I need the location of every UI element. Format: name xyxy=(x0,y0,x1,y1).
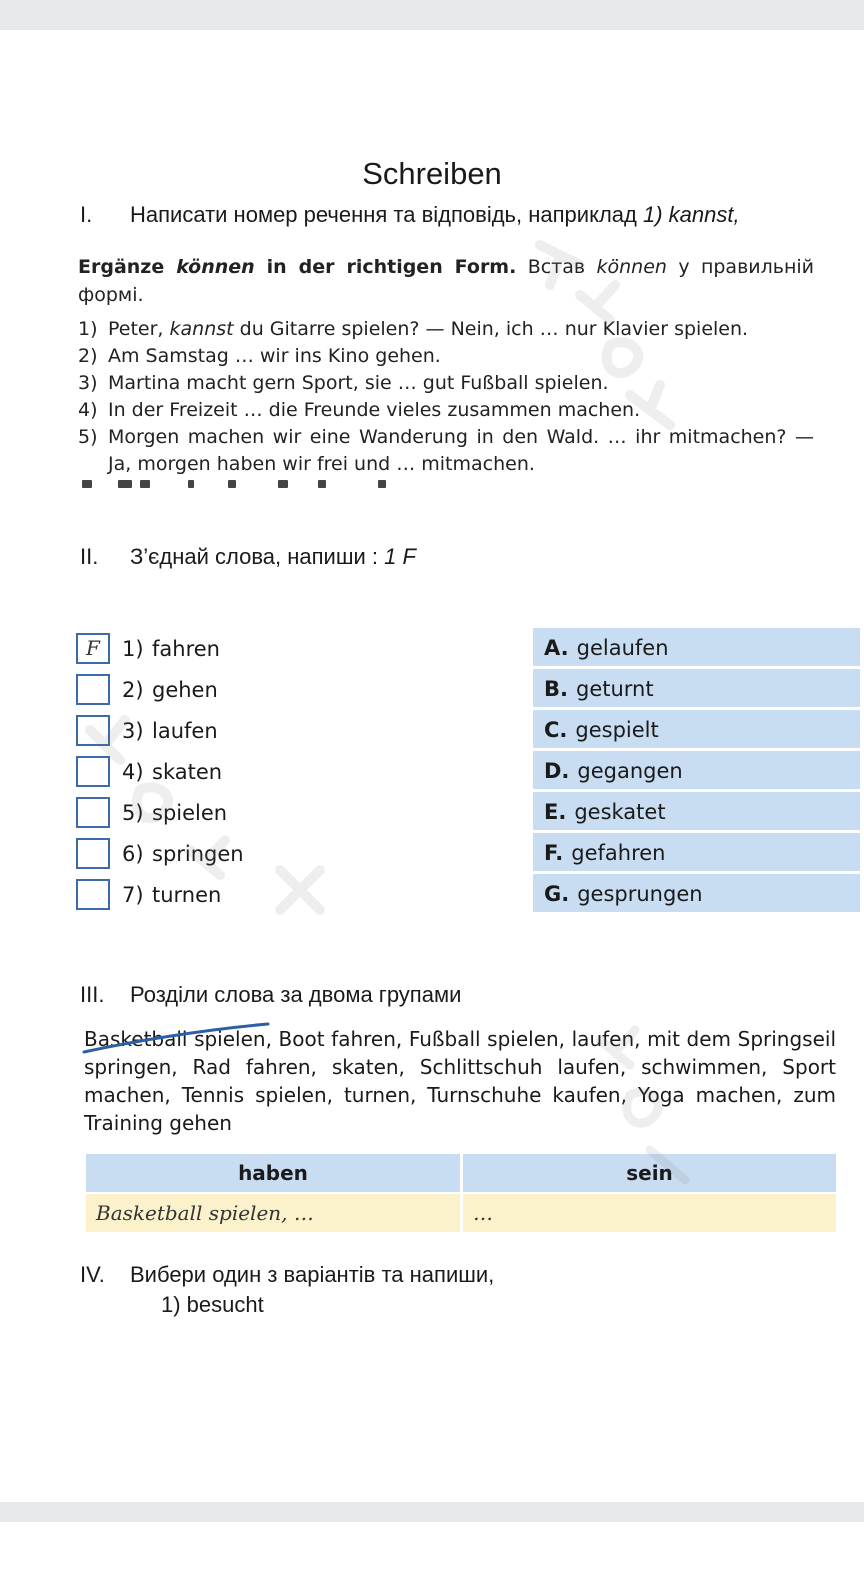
sentence-number: 3) xyxy=(78,372,98,394)
instruction-plain-2: у правильній формі. xyxy=(78,256,815,306)
task2-number: II. xyxy=(80,544,99,569)
participle-row xyxy=(533,710,860,748)
sentence-item xyxy=(78,424,814,478)
task4-answer: 1) besucht xyxy=(161,1292,264,1317)
participle-word: geturnt xyxy=(575,677,654,701)
task1-heading-text: Написати номер речення та відповідь, наприклад xyxy=(130,202,643,227)
task2-heading xyxy=(80,544,416,570)
task4-number: IV. xyxy=(80,1262,105,1287)
instruction-bold-2: in der richtigen Form. xyxy=(254,256,517,278)
task4-heading xyxy=(80,1262,494,1288)
participle-word: gefahren xyxy=(571,841,666,865)
word-list-text: Basketball spielen, Boot fahren, Fußball spielen, laufen, mit dem Springseil springen, Rad fahren, skaten, Schlittschuh laufen, schwimmen, Sport machen, Tennis spielen, turnen, Turnschuhe kaufen, Yoga machen, zum Training gehen xyxy=(84,1027,836,1135)
instruction-bold-italic: können xyxy=(176,256,255,278)
answer-checkbox[interactable] xyxy=(76,633,110,664)
sentence-number: 2) xyxy=(78,345,98,367)
verb-word: laufen xyxy=(152,719,218,743)
participle-letter: G. xyxy=(544,882,570,906)
sentence-text xyxy=(108,316,814,343)
sentence-post: du Gitarre spielen? — Nein, ich … nur Klavier spielen. xyxy=(233,318,749,340)
verb-number: 7) xyxy=(122,883,144,907)
participle-row xyxy=(533,833,860,871)
instruction-italic: können xyxy=(596,256,667,278)
watermark-icon xyxy=(590,1020,700,1190)
participle-row xyxy=(533,628,860,666)
sentence-item xyxy=(78,316,814,343)
participle-letter: C. xyxy=(544,718,568,742)
task1-number: I. xyxy=(80,202,93,227)
verb-word: springen xyxy=(152,842,244,866)
task4-heading-text: Вибери один з варіантів та напиши, xyxy=(130,1262,495,1287)
sentence-item xyxy=(78,370,814,397)
verb-word: skaten xyxy=(152,760,223,784)
verb-number: 6) xyxy=(122,842,144,866)
participle-word: geskatet xyxy=(574,800,666,824)
sentence-text: In der Freizeit … die Freunde vieles zusammen machen. xyxy=(108,399,641,421)
sentence-item xyxy=(78,343,814,370)
task1-instruction xyxy=(78,253,814,309)
participle-row xyxy=(533,874,860,912)
checkbox-mark: F xyxy=(86,636,100,660)
participle-row xyxy=(533,792,860,830)
verb-row xyxy=(76,631,376,667)
verb-number: 1) xyxy=(122,637,144,661)
participle-word: gesprungen xyxy=(577,882,703,906)
sentence-list xyxy=(78,316,814,478)
participle-letter: D. xyxy=(544,759,570,783)
cropped-text-line xyxy=(78,478,398,490)
verb-word: turnen xyxy=(152,883,222,907)
participle-letter: B. xyxy=(544,677,568,701)
verb-word: gehen xyxy=(152,678,218,702)
instruction-plain-1: Встав xyxy=(516,256,597,278)
verb-number: 4) xyxy=(122,760,144,784)
participle-row xyxy=(533,751,860,789)
watermark-icon xyxy=(80,700,360,930)
sentence-number: 1) xyxy=(78,318,98,340)
table-cell-sein: … xyxy=(463,1194,836,1232)
participle-letter: E. xyxy=(544,800,567,824)
verb-word: fahren xyxy=(152,637,220,661)
participle-letter: A. xyxy=(544,636,569,660)
bottom-band xyxy=(0,1502,864,1522)
instruction-bold-1: Ergänze xyxy=(78,256,177,278)
top-band xyxy=(0,0,864,30)
sentence-italic: kannst xyxy=(169,318,234,340)
watermark-icon xyxy=(520,225,700,455)
sentence-text: Am Samstag … wir ins Kino gehen. xyxy=(108,345,441,367)
participle-row xyxy=(533,669,860,707)
pen-stroke-icon xyxy=(80,1018,280,1058)
table-header-sein: sein xyxy=(463,1154,836,1192)
participle-letter: F. xyxy=(544,841,564,865)
task3-heading xyxy=(80,982,461,1008)
task1-heading-example: 1) kannst, xyxy=(642,202,740,227)
sentence-number: 5) xyxy=(78,426,98,448)
task2-heading-example: 1 F xyxy=(384,544,416,569)
checkbox-mark xyxy=(78,676,108,703)
sentence-number: 4) xyxy=(78,399,98,421)
sentence-item xyxy=(78,397,814,424)
table-header-haben: haben xyxy=(86,1154,460,1192)
verb-number: 5) xyxy=(122,801,144,825)
participle-word: gespielt xyxy=(575,718,659,742)
verb-number: 2) xyxy=(122,678,144,702)
sentence-pre: Peter, xyxy=(108,318,170,340)
verb-label xyxy=(122,637,220,661)
participle-word: gelaufen xyxy=(576,636,669,660)
verb-number: 3) xyxy=(122,719,144,743)
verb-word: spielen xyxy=(152,801,228,825)
table-cell-haben: Basketball spielen, … xyxy=(86,1194,460,1232)
task2-heading-text: З’єднай слова, напиши : xyxy=(130,544,385,569)
participle-word: gegangen xyxy=(577,759,683,783)
sentence-text: Morgen machen wir eine Wanderung in den Wald. … ihr mitmachen? — Ja, morgen haben wir frei und … mitmachen. xyxy=(108,426,814,475)
task3-number: III. xyxy=(80,982,105,1007)
sentence-text: Martina macht gern Sport, sie … gut Fußball spielen. xyxy=(108,372,609,394)
page-title: Schreiben xyxy=(362,156,502,191)
verb-label xyxy=(122,678,218,702)
task3-heading-text: Розділи слова за двома групами xyxy=(130,982,462,1007)
